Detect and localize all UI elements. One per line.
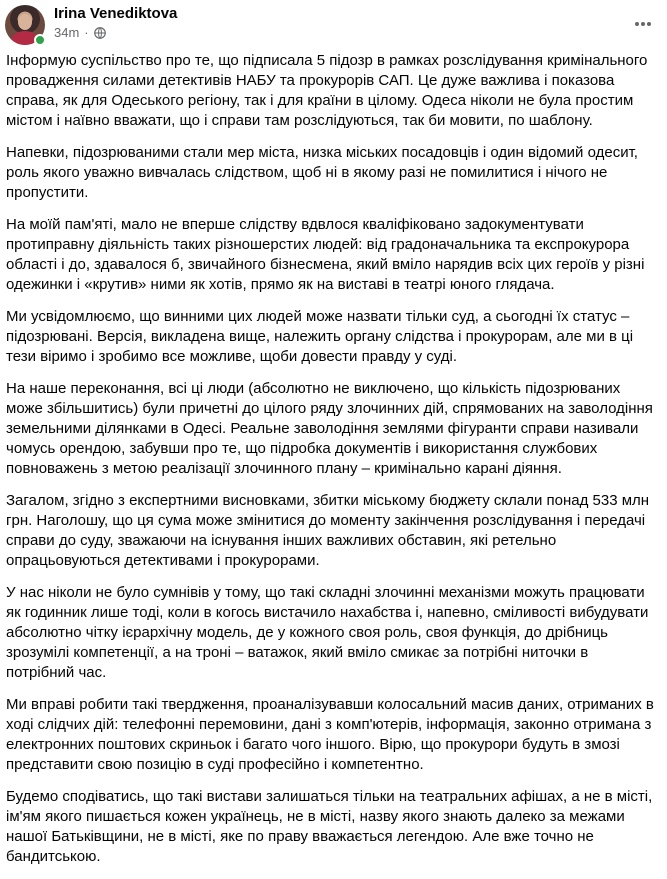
avatar-face — [18, 14, 32, 30]
more-horizontal-icon — [633, 14, 653, 39]
meta-separator: · — [84, 25, 89, 40]
post-paragraph: Ми вправі робити такі твердження, проаналізувавши колосальний масив даних, отриманих в ході слідчих дій: телефонні перемовини, дані з комп'ютерів, інформація, законно отримана з електронних поштових скриньок і багато чого іншого. Вірю, що прокурори будуть в змозі представити свою позицію в суді професійно і компетентно. — [6, 696, 654, 773]
author-avatar-link[interactable] — [5, 5, 45, 45]
post-header — [0, 0, 667, 50]
online-status-dot — [34, 34, 46, 46]
post-timestamp[interactable]: 34m — [54, 25, 80, 40]
post-paragraph: Загалом, згідно з експертними висновками, збитки міському бюджету склали понад 533 млн грн. Наголошу, що ця сума може змінитися до моменту закінчення розслідування і передачі справи до суду, зважаючи на існування інших важливих обставин, які ретельно опрацьовуються детективами і прокурорами. — [6, 492, 650, 569]
post-paragraph: Будемо сподіватись, що такі вистави залишаться тільки на театральних афішах, а не в місті, ім'ям якого пишається кожен українець, не в місті, назву якого знають далеко за межами нашої Батьківщини, не в місті, яке по праву вважається легендою. Але вже точно не бандитською. — [6, 788, 653, 865]
post-body — [6, 51, 658, 879]
post-paragraph: На наше переконання, всі ці люди (абсолютно не виключено, що кількість підозрюваних може збільшитись) були причетні до цілого ряду злочинних дій, спрямованих на заволодіння земельними ділянками в Одесі. Реальне заволодіння землями фігуранти справи називали чомусь орендою, забувши про те, що підробка документів і використання службових повноважень з метою реалізації злочинного плану – кримінально карані діяння. — [6, 380, 653, 477]
author-name[interactable]: Irina Venediktova — [54, 5, 178, 22]
post-paragraph: Інформую суспільство про те, що підписала 5 підозр в рамках розслідування кримінального провадження силами детективів НАБУ та прокурорів САП. Це дуже важлива і показова справа, як для Одеського регіону, так і для країни в цілому. Одеса ніколи не була простим містом і наївно вважати, що і справи там розслідуються, так би мовити, по шаблону. — [6, 52, 648, 129]
more-options-button[interactable] — [625, 8, 661, 44]
post-paragraph: На моїй пам'яті, мало не вперше слідству вдвлося кваліфіковано задокументувати протиправну діяльність таких різношерстих людей: від градоначальника та експрокурора області і до, здавалося б, звичайного бізнесмена, який вміло нарядив всіх цих героїв у різні одежинки і «крутив» ними як хотів, прямо як на виставі в театрі юного глядача. — [6, 216, 645, 293]
post-paragraph: Ми усвідомлюємо, що винними цих людей може назвати тільки суд, а сьогодні їх статус – підозрювані. Версія, викладена вище, належить органу слідства і прокурорам, але ми в ці тези віримо і зробимо все можливе, щоби довести правду у суді. — [6, 308, 634, 365]
post-paragraph: У нас ніколи не було сумнівів у тому, що такі складні злочинні механізми можуть працювати як годинник лише тоді, коли в когось вистачило нахабства і, напевно, сміливості вибудувати абсолютно чітку ієрархічну модель, де у кожного своя роль, своя функція, до дрібниць зрозумілі компетенції, а на троні – ватажок, який вміло смикає за потрібні ниточки в потрібний час. — [6, 584, 649, 681]
post-paragraph: Напевки, підозрюваними стали мер міста, низка міських посадовців і один відомий одесит, роль якого уважно вивчалась слідством, щоб ні в якому разі не помилитися і нічого не пропустити. — [6, 144, 638, 201]
post-meta — [54, 25, 106, 40]
globe-icon[interactable] — [94, 27, 106, 39]
